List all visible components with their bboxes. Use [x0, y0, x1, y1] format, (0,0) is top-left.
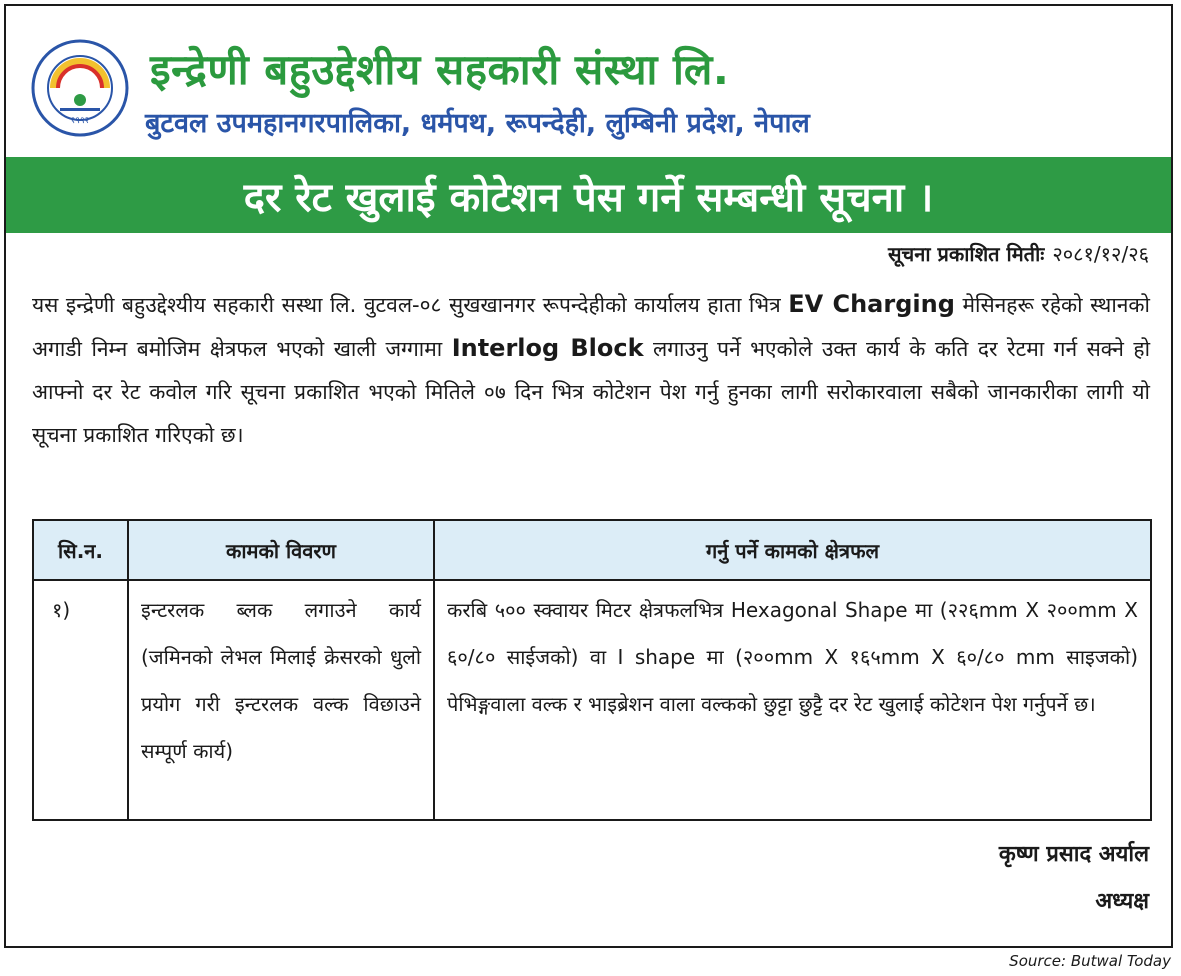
- notice-body-part3: लगाउनु पर्ने भएकोले उक्त कार्य के कति दर रेटमा गर्न सक्ने हो आफ्नो दर रेट कवोल गरि सूचना प्रकाशित भएको मितिले ०७ दिन भित्र कोटेशन पेश गर्नु हुनका लागी सरोकारवाला सबैको जानकारीका लागी यो सूचना प्रकाशित गरिएको छ।: [32, 337, 1151, 447]
- notice-title-banner: [6, 157, 1171, 233]
- signatory-title: अध्यक्ष: [1095, 889, 1149, 914]
- work-details-table: [32, 519, 1152, 821]
- notice-body-bold-ev-charging: EV Charging: [788, 290, 955, 318]
- logo-year-text: १९९२: [70, 116, 90, 126]
- table-row: [33, 580, 1151, 820]
- table-cell-area: करबि ५०० स्क्वायर मिटर क्षेत्रफलभित्र Hexagonal Shape मा (२२६mm X २००mm X ६०/८० साईजको) वा I shape मा (२००mm X १६५mm X ६०/८० mm साइजको) पेभिङ्गवाला वल्क र भाइब्रेशन वाला वल्कको छुट्टा छुट्टै दर रेट खुलाई कोटेशन पेश गर्नुपर्ने छ।: [434, 580, 1151, 820]
- table-cell-serial: १): [33, 580, 128, 820]
- source-credit: Source: Butwal Today: [1009, 952, 1171, 970]
- notice-body-bold-interlog-block: Interlog Block: [451, 334, 644, 362]
- publication-date-label: सूचना प्रकाशित मितीः: [888, 242, 1045, 266]
- organization-name: इन्द्रेणी बहुउद्देशीय सहकारी संस्था लि.: [150, 45, 730, 94]
- notice-body-part1: यस इन्द्रेणी बहुउद्देश्यीय सहकारी सस्था लि. वुटवल-०८ सुखखानगर रूपन्देहीको कार्यालय हाता भित्र: [32, 293, 789, 317]
- table-header-description: कामको विवरण: [128, 520, 434, 580]
- publication-date: [888, 240, 1149, 267]
- cooperative-seal-icon: [30, 38, 130, 138]
- table-header-area: गर्नु पर्ने कामको क्षेत्रफल: [434, 520, 1151, 580]
- publication-date-value: २०८१/१२/२६: [1052, 242, 1149, 266]
- signatory-name: कृष्ण प्रसाद अर्याल: [998, 842, 1149, 867]
- notice-title: दर रेट खुलाई कोटेशन पेस गर्ने सम्बन्धी सूचना ।: [243, 174, 934, 221]
- table-header-serial: सि.न.: [33, 520, 128, 580]
- organization-address: बुटवल उपमहानगरपालिका, धर्मपथ, रूपन्देही, लुम्बिनी प्रदेश, नेपाल: [145, 108, 810, 139]
- notice-body-part2: मेसिनहरू रहेको स्थानको अगाडी निम्न बमोजिम क्षेत्रफल भएको खाली जग्गामा: [32, 293, 1150, 361]
- notice-body: [32, 283, 1150, 457]
- table-cell-description: इन्टरलक ब्लक लगाउने कार्य (जमिनको लेभल मिलाई क्रेसरको धुलो प्रयोग गरी इन्टरलक वल्क विछाउने सम्पूर्ण कार्य): [128, 580, 434, 820]
- table-header-row: [33, 520, 1151, 580]
